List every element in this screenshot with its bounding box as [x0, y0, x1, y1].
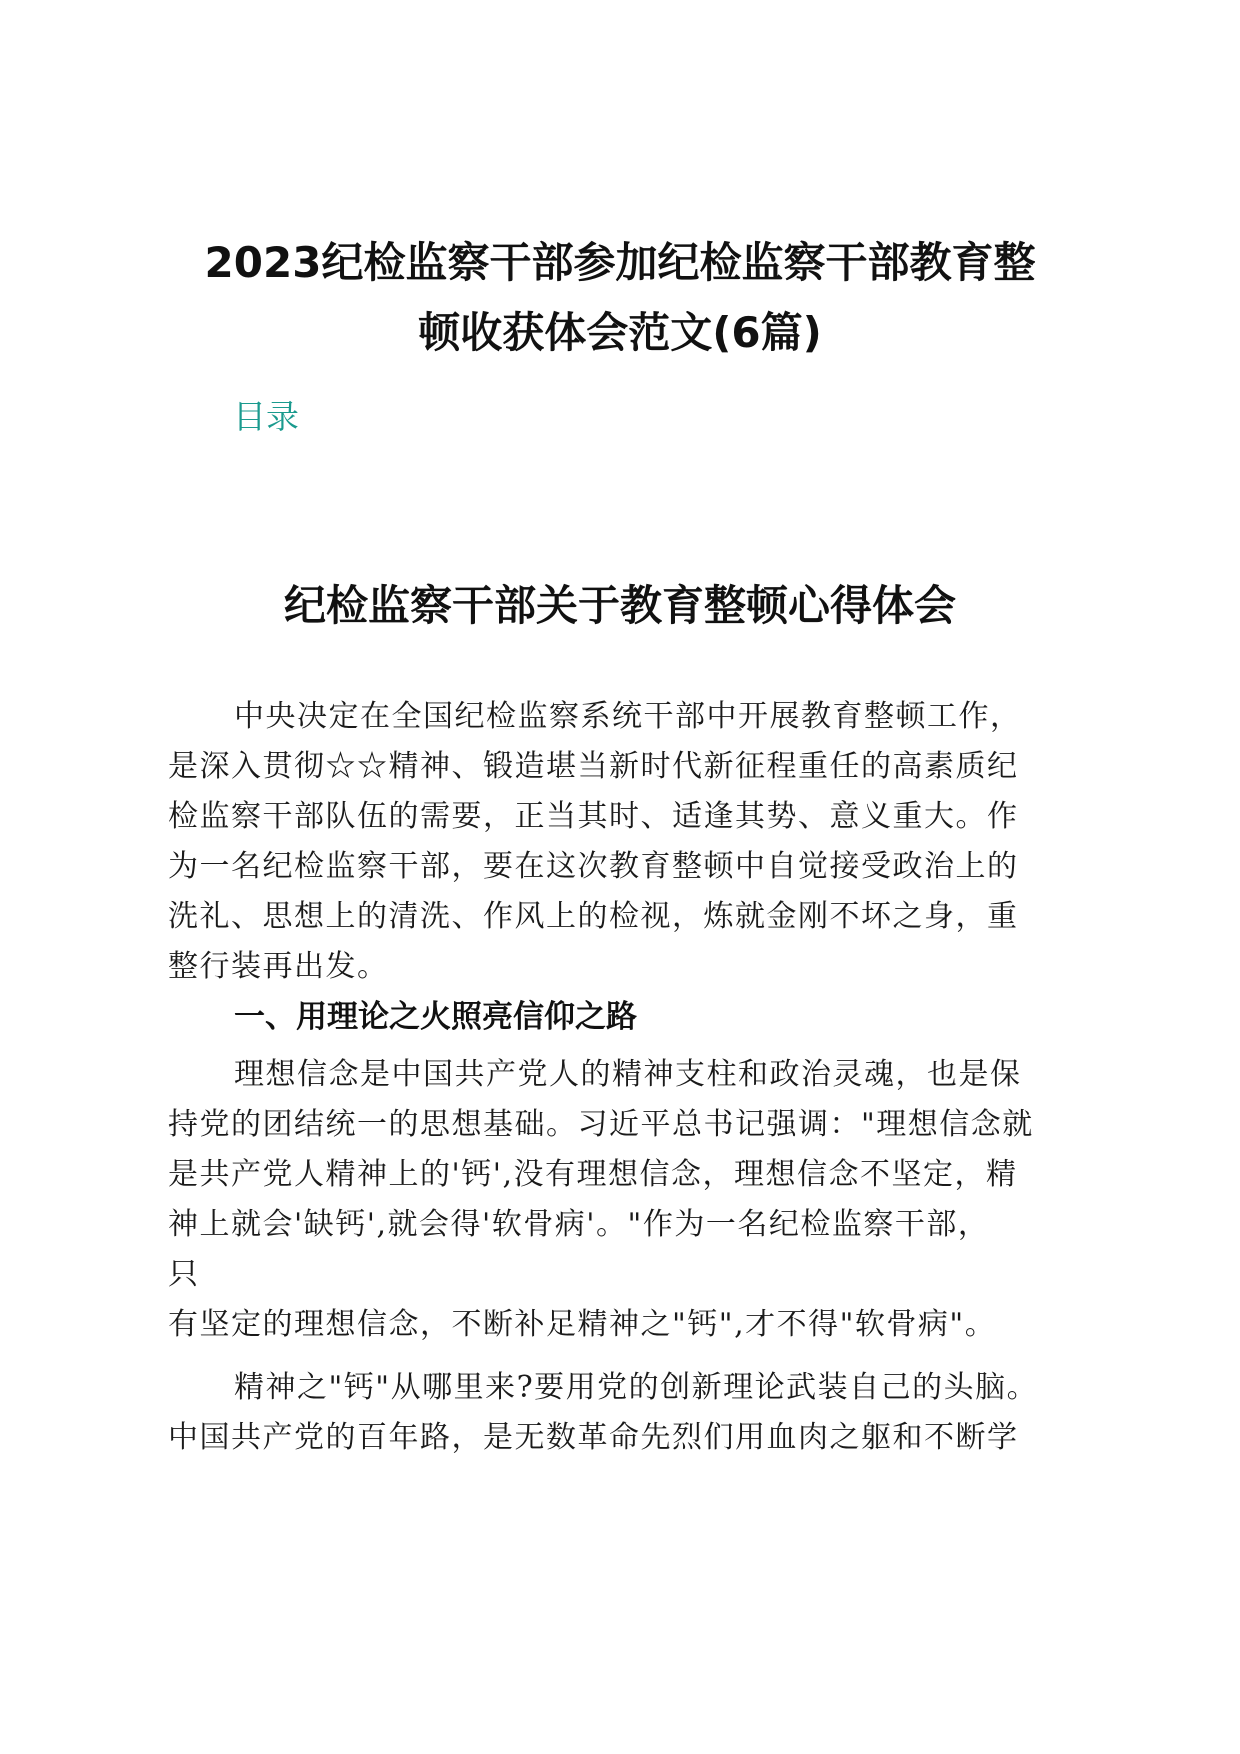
paragraph-spirit — [168, 1363, 1088, 1463]
paragraph-line: 神上就会'缺钙',就会得'软骨病'。"作为一名纪检监察干部， — [168, 1207, 990, 1242]
paragraph-ideals — [168, 1050, 1088, 1300]
paragraph-line: 有坚定的理想信念，不断补足精神之"钙",才不得"软骨病"。 — [168, 1307, 997, 1342]
paragraph-line: 持党的团结统一的思想基础。习近平总书记强调："理想信念就 — [168, 1107, 1034, 1142]
document-title — [150, 228, 1090, 368]
paragraph-line: 检监察干部队伍的需要，正当其时、适逢其势、意义重大。作 — [168, 799, 1019, 834]
document-title-line-2: 顿收获体会范文(6篇) — [418, 308, 822, 357]
paragraph-line: 中国共产党的百年路，是无数革命先烈们用血肉之躯和不断学 — [168, 1420, 1019, 1455]
paragraph-line: 是共产党人精神上的'钙',没有理想信念，理想信念不坚定，精 — [168, 1157, 1018, 1192]
paragraph-line: 是深入贯彻☆☆精神、锻造堪当新时代新征程重任的高素质纪 — [168, 749, 1019, 784]
paragraph-line: 精神之"钙"从哪里来?要用党的创新理论武装自己的头脑。 — [234, 1370, 1039, 1405]
document-title-line-1: 2023纪检监察干部参加纪检监察干部教育整 — [204, 238, 1036, 287]
paragraph-line: 理想信念是中国共产党人的精神支柱和政治灵魂，也是保 — [234, 1057, 1022, 1092]
paragraph-line: 整行装再出发。 — [168, 949, 389, 984]
paragraph-line: 为一名纪检监察干部，要在这次教育整顿中自觉接受政治上的 — [168, 849, 1019, 884]
section-title: 纪检监察干部关于教育整顿心得体会 — [283, 581, 956, 630]
subheading-1: 一、用理论之火照亮信仰之路 — [234, 999, 637, 1035]
paragraph-line: 洗礼、思想上的清洗、作风上的检视，炼就金刚不坏之身，重 — [168, 899, 1019, 934]
paragraph-continuation — [168, 1300, 1088, 1350]
paragraph-line: 中央决定在全国纪检监察系统干部中开展教育整顿工作， — [234, 699, 1022, 734]
table-of-contents-link[interactable]: 目录 — [233, 397, 299, 436]
paragraph-intro — [168, 692, 1088, 992]
paragraph-line: 只 — [168, 1257, 200, 1292]
